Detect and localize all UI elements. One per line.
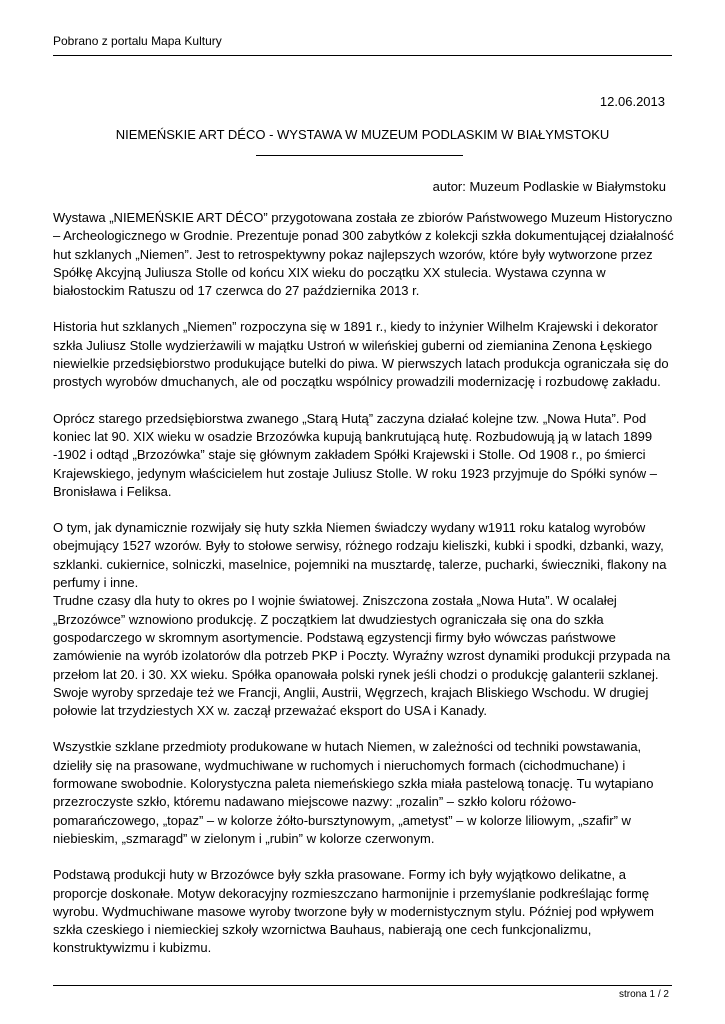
paragraph-6: Wszystkie szklane przedmioty produkowane w hutach Niemen, w zależności od techniki powstawania, dzieliły się na prasowane, wydmuchiwane w ruchomych i nieruchomych formach (cichodmuchane) i formowane swobodnie. Kolorystyczna paleta niemeńskiego szkła miała pastelową tonację. Tu wytapiano przezroczyste szkło, któremu nadawano miejscowe nazwy: „rozalin” – szkło koloru różowo-pomarańczowego, „topaz” – w kolorze żółto-bursztynowym, „ametyst” – w kolorze liliowym, „szafir” w niebieskim, „szmaragd” w zielonym i „rubin” w kolorze czerwonym. <box>53 739 654 846</box>
paragraph-3: Oprócz starego przedsiębiorstwa zwanego „Starą Hutą” zaczyna działać kolejne tzw. „Nowa Huta”. Pod koniec lat 90. XIX wieku w osadzie Brzozówka kupują bankrutującą hutę. Rozbudowują ją w latach 1899 -1902 i odtąd „Brzozówka” staje się głównym zakładem Spółki Krajewski i Stolle. Od 1908 r., po śmierci Krajewskiego, jedynym właścicielem hut zostaje Juliusz Stolle. W roku 1923 przyjmuje do Spółki synów – Bronisława i Feliksa. <box>53 410 658 499</box>
article-author: autor: Muzeum Podlaskie w Białymstoku <box>432 179 666 194</box>
page-number: strona 1 / 2 <box>618 989 669 1000</box>
paragraph-2: Historia hut szklanych „Niemen” rozpoczyna się w 1891 r., kiedy to inżynier Wilhelm Krajewski i dekorator szkła Juliusz Stolle wydzierżawili w majątku Ustroń w wileńskiej guberni od ziemianina Zenona Łęskiego niewielkie przedsiębiorstwo produkujące butelki do piwa. W pierwszych latach produkcja ograniczała się do prostych wyrobów dmuchanych, ale od początku wspólnicy prowadzili modernizację i rozbudowę zakładu. <box>53 319 669 390</box>
paragraph-5: Trudne czasy dla huty to okres po I wojnie światowej. Zniszczona została „Nowa Huta”. W ocalałej „Brzozówce” wznowiono produkcję. Z początkiem lat dwudziestych ograniczała się ona do szkła gospodarczego w skromnym asortymencie. Podstawą egzystencji firmy było wówczas państwowe zamówienie na wyrób izolatorów dla potrzeb PKP i Poczty. Wyraźny wzrost dynamiki produkcji przypada na przełom lat 20. i 30. XX wieku. Spółka opanowała polski rynek jeśli chodzi o produkcję galanterii szklanej. Swoje wyroby sprzedaje też we Francji, Anglii, Austrii, Węgrzech, krajach Bliskiego Wschodu. W drugiej połowie lat trzydziestych XX w. zaczął przeważać eksport do USA i Kanady. <box>53 593 671 719</box>
header-divider <box>53 55 672 56</box>
paragraph-4: O tym, jak dynamicznie rozwijały się huty szkła Niemen świadczy wydany w1911 roku katalog wyrobów obejmujący 1527 wzorów. Były to stołowe serwisy, różnego rodzaju kieliszki, kubki i spodki, dzbanki, wazy, szklanki. cukiernice, solniczki, maselnice, pojemniki na musztardę, talerze, pucharki, świeczniki, flakony na perfumy i inne. <box>53 520 667 591</box>
footer-divider <box>53 985 672 986</box>
article-body <box>53 209 678 976</box>
document-header-source: Pobrano z portalu Mapa Kultury <box>53 34 222 48</box>
paragraph-1: Wystawa „NIEMEŃSKIE ART DÉCO” przygotowana została ze zbiorów Państwowego Muzeum Historyczno – Archeologicznego w Grodnie. Prezentuje ponad 300 zabytków z kolekcji szkła dokumentującej działalność hut szklanych „Niemen”. Jest to retrospektywny pokaz najlepszych wzorów, które były wytworzone przez Spółkę Akcyjną Juliusza Stolle od końcu XIX wieku do początku XX stulecia. Wystawa czynna w białostockim Ratuszu od 17 czerwca do 27 października 2013 r. <box>53 210 674 299</box>
paragraph-7: Podstawą produkcji huty w Brzozówce były szkła prasowane. Formy ich były wyjątkowo delikatne, a proporcje doskonałe. Motyw dekoracyjny rozmieszczano harmonijnie i przemyślanie podkreślając formę wyrobu. Wydmuchiwane masowe wyroby tworzone były w modernistycznym stylu. Później pod wpływem szkła czeskiego i niemieckiej szkoły wzornictwa Bauhaus, nabierają one cech funkcjonalizmu, konstruktywizmu i kubizmu. <box>53 867 654 956</box>
article-title: NIEMEŃSKIE ART DÉCO - WYSTAWA W MUZEUM PODLASKIM W BIAŁYMSTOKU <box>115 127 610 142</box>
title-underline <box>256 155 463 156</box>
article-date: 12.06.2013 <box>599 94 665 109</box>
